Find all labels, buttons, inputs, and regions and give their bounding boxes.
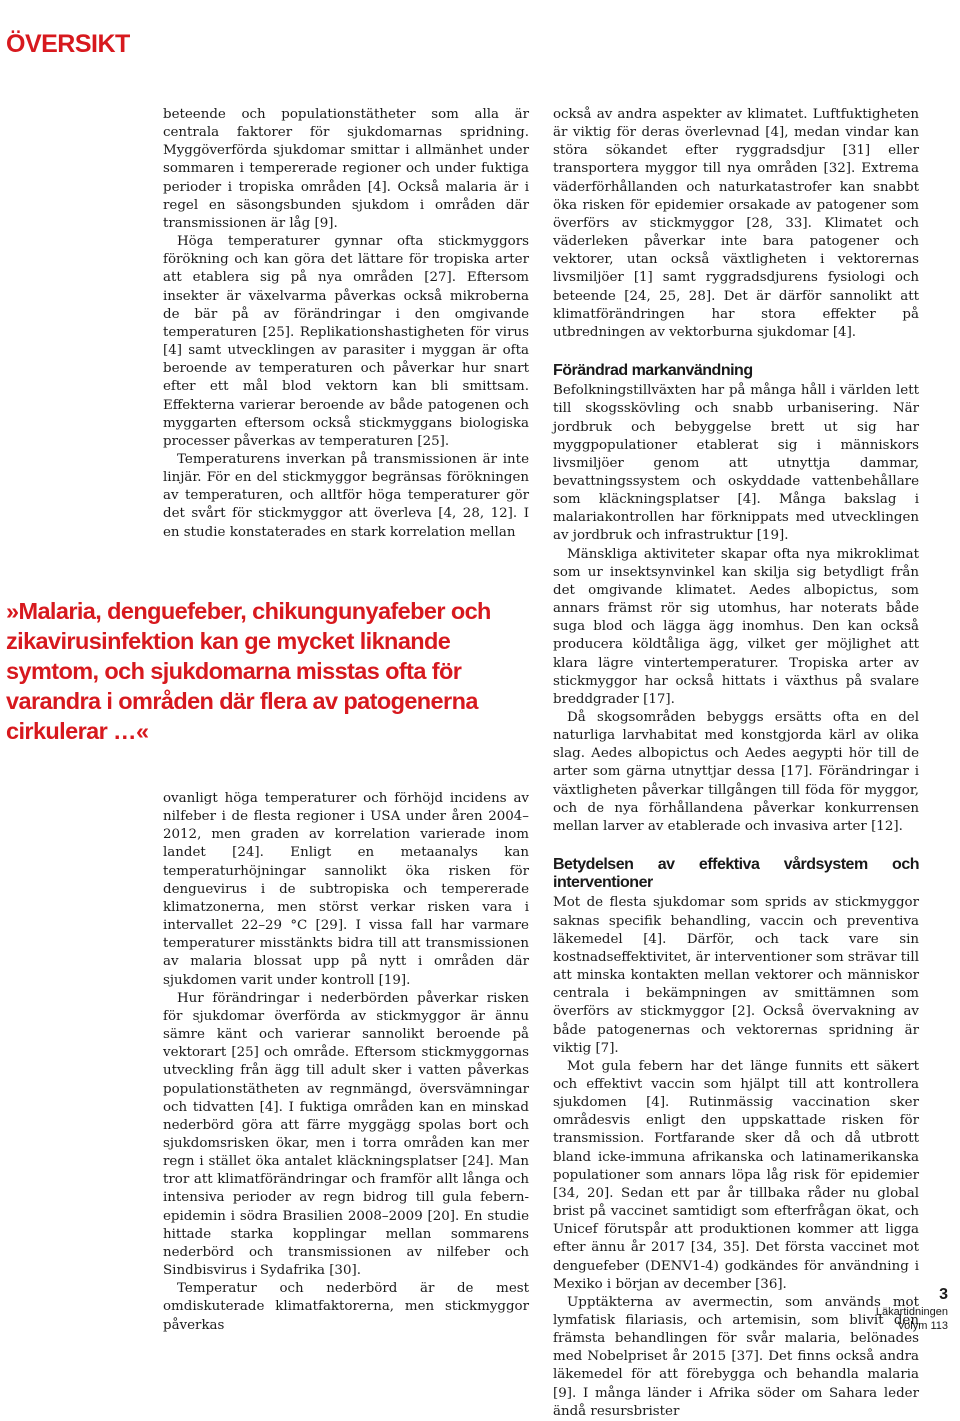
paragraph: Höga temperaturer gynnar ofta stickmyggors förökning och kan göra det lättare för tropiska arter att etablera sig på nya områden [27]. Eftersom insekter är växelvarma påverkas också mikroberna de bär på av förändringar i den omgivande temperaturen [25]. Replikationshastigheten för virus [4] samt utvecklingen av parasiter i myggan är ofta beroende av temperaturen och påverkar hur snart efter ett mål blod vektorn kan bli smittsam. Effekterna varierar beroende av både patogenen och myggarten eftersom också stickmyggans biologiska processer påverkas av temperaturen [25].	[163, 234, 529, 449]
right-column	[553, 106, 919, 1421]
paragraph: Mot de flesta sjukdomar som sprids av stickmyggor saknas specifik behandling, vaccin och preventiva läkemedel [4]. Därför, och tack vare sin kostnadseffektivitet, är interventioner som strävar till att minska kontakten mellan vektorer och människor centrala i bekämpningen av smittämnen som överförs av stickmyggor [2]. Också övervakning av både patogenernas och vektorernas spridning är viktig [7].	[553, 895, 919, 1056]
paragraph: beteende och populationstätheter som alla är centrala faktorer för sjukdomarnas spridning. Myggöverförda sjukdomar smittar i allmänhet under sommaren i tempererade regioner och under fuktiga perioder i tropiska områden [4]. Också malaria är i regel en säsongsbunden sjukdom i områden där transmissionen är låg [9].	[163, 107, 529, 231]
paragraph: också av andra aspekter av klimatet. Luftfuktigheten är viktig för deras överlevnad [4], medan vindar kan störa sökandet efter ryggradsdjur [31] eller transportera myggor till nya områden [32]. Extrema väderförhållanden och naturkatastrofer kan snabbt öka risken för epidemier orsakade av patogener som överförs av stickmyggor [28, 33]. Klimatet och väderleken påverkar inte bara patogener och vektorer, utan också växtligheten i vektorernas livsmiljöer [1] samt ryggradsdjurens fysiologi och beteende [24, 25, 28]. Det är därför sannolikt att klimatförändringen har stora effekter på utbredningen av vektorburna sjukdomar [4].	[553, 107, 919, 340]
paragraph: Hur förändringar i nederbörden påverkar risken för sjukdomar överförda av stickmyggor är ännu sämre känt och varierar sannolikt beroende på vektorart [25] och område. Eftersom stickmyggornas utveckling från ägg till adult sker i vatten påverkas populationstätheten av regnmängd, översvämningar och tidvatten [4]. I fuktiga områden kan en minskad nederbörd göra att färre myggägg spolas bort och sjukdomsrisken ökar, men i torra områden kan mer regn i stället öka antalet kläckningsplatser [24]. Man tror att klimatförändringar och framför allt långa och intensiva perioder av regn bidrog till gula febern-epidemin i södra Brasilien 2008–2009 [20]. En studie hittade starka kopplingar mellan sommarens nederbörd och transmissionen av nilfeber och Sindbisvirus i Sydafrika [30].	[163, 990, 529, 1279]
paragraph: Mot gula febern har det länge funnits ett säkert och effektivt vaccin som hjälpt till att kontrollera sjukdomen [4]. Rutinmässig vaccination sker områdesvis enligt den uppskattade risken för transmission. Fortfarande sker då och då utbrott bland icke-immuna afrikanska och latinamerikanska populationer som annars löpa låg risk för epidemier [34, 20]. Sedan ett par år tillbaka råder nu global brist på vaccinet samtidigt som efterfrågan ökat, och Unicef förutspår att produktionen kommer att ligga efter ännu år 2017 [34, 35]. Det första vaccinet mot denguefeber (DENV1-4) godkändes för användning i Mexiko i början av december [36].	[553, 1058, 919, 1292]
volume-label: Volym 113	[897, 1320, 948, 1332]
paragraph: Upptäkterna av avermectin, som används mot lymfatisk filariasis, och artemisin, som blivit den främsta behandlingen för svår malaria, belönades med Nobelpriset år 2015 [37]. Det finns också andra läkemedel för att förebygga och behandla malaria [9]. I många länder i Afrika söder om Sahara leder ändå resursbrister	[553, 1294, 919, 1419]
pull-quote: »Malaria, denguefeber, chikungunyafeber och zikavirusinfektion kan ge mycket liknande symtom, och sjukdomarna misstas ofta för varandra i områden där flera av patogenerna cirkulerar …«	[6, 598, 491, 744]
section-label: ÖVERSIKT	[6, 30, 130, 58]
page-footer	[876, 1285, 948, 1333]
section-heading: Förändrad markanvändning	[553, 362, 753, 380]
paragraph: Temperaturens inverkan på transmissionen är inte linjär. För en del stickmyggor begränsas förökningen av temperaturen, och alltför höga temperaturer gör det svårt för stickmyggor att överleva [4, 28, 12]. I en studie konstaterades en stark korrelation mellan	[163, 451, 529, 540]
paragraph: ovanligt höga temperaturer och förhöjd incidens av nilfeber i de flesta regioner i USA under åren 2004–2012, men graden av korrelation varierade inom landet [24]. Enligt en metaanalys kan temperaturhöjningar sannolikt öka risken för denguevirus i de subtropiska och tempererade klimatzonerna, men störst verkar risken vara i intervallet 22–29 °C [29]. I vissa fall har varmare temperaturer misstänkts bidra till att transmissionen av malaria blossat upp på nytt i områden där sjukdomen varit under kontroll [19].	[163, 791, 529, 988]
page-number: 3	[939, 1286, 948, 1303]
paragraph: Temperatur och nederbörd är de mest omdiskuterade klimatfaktorerna, men stickmyggor påverkas	[163, 1281, 529, 1333]
paragraph: Befolkningstillväxten har på många håll i världen lett till skogsskövling och snabb urbanisering. När jordbruk och bebyggelse brett ut sig har myggpopulationer etablerat sig i människors livsmiljöer genom att utnyttja dammar, bevattningssystem och oskyddade vattenbehållare som kläckningsplatser [4]. Många bakslag i malariakontrollen har förknippats med utvecklingen av jordbruk och infrastruktur [19].	[553, 383, 919, 544]
left-column-bottom	[163, 790, 529, 1335]
paragraph: Då skogsområden bebyggs ersätts ofta en del naturliga larvhabitat med konstgjorda kärl av olika slag. Aedes albopictus och Aedes aegypti hör till de arter som gärna utnyttjar dessa [17]. Förändringar i växtligheten påverkar tillgången till föda för myggor, och de nya förhållandena påverkar konkurrensen mellan larver av etablerade och invasiva arter [12].	[553, 710, 919, 834]
journal-name: Läkartidningen	[875, 1306, 948, 1318]
left-column-top	[163, 106, 529, 542]
paragraph: Mänskliga aktiviteter skapar ofta nya mikroklimat som ur insektsynvinkel kan skilja sig betydligt från det omgivande klimatet. Aedes albopictus, som annars främst rör sig utomhus, har noterats både suga blod och lägga ägg inomhus. Den kan också producera köldtåliga ägg, vilket ger möjlighet att klara lägre vintertemperaturer. Tropiska arter av stickmyggor har också hittats i växthus på svalare breddgrader [17].	[553, 546, 919, 707]
section-heading: Betydelsen av effektiva vårdsystem och interventioner	[553, 856, 919, 892]
